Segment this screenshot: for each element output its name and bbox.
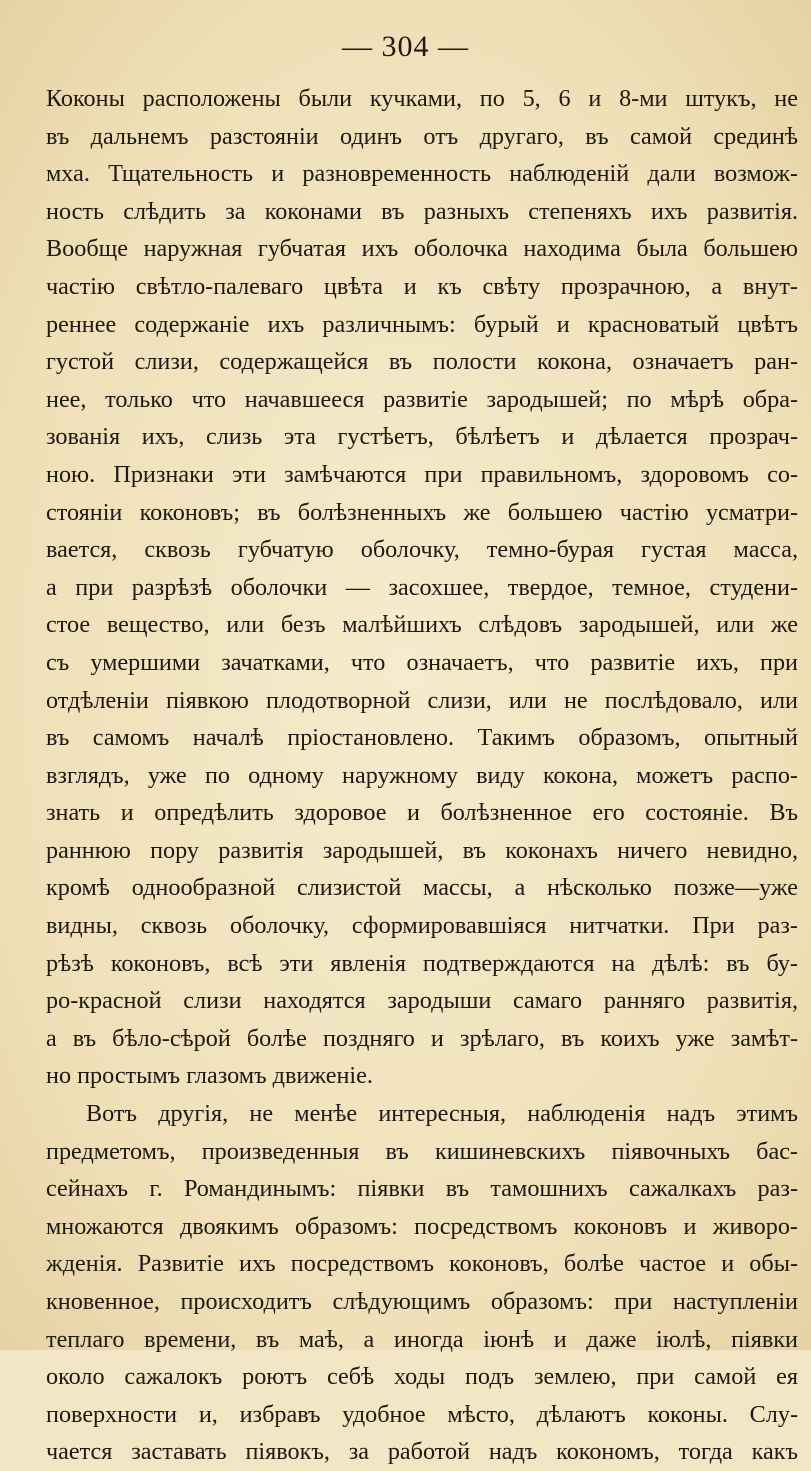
text-line: чается заставать піявокъ, за работой надъ кокономъ, тогда какъ: [46, 1438, 798, 1466]
text-line: кновенное, происходитъ слѣдующимъ образомъ: при наступленіи: [46, 1288, 798, 1315]
text-line: а въ бѣло-сѣрой болѣе поздняго и зрѣлаго, въ коихъ уже замѣт-: [46, 1024, 798, 1052]
text-line: вается, сквозь губчатую оболочку, темно-бурая густая масса,: [46, 536, 798, 564]
text-line: множаются двоякимъ образомъ: посредствомъ коконовъ и живоро-: [46, 1212, 798, 1240]
text-line: жденія. Развитіе ихъ посредствомъ коконовъ, болѣе частое и обы-: [46, 1250, 798, 1278]
text-line: нее, только что начавшееся развитіе зародышей; по мѣрѣ обра-: [46, 385, 798, 413]
text-line: знать и опредѣлить здоровое и болѣзненное его состояніе. Въ: [46, 799, 798, 827]
text-line: около сажалокъ роютъ себѣ ходы подъ землею, при самой ея: [46, 1363, 798, 1391]
text-line: поверхности и, избравъ удобное мѣсто, дѣлаютъ коконы. Слу-: [46, 1400, 798, 1428]
text-line: густой слизи, содержащейся въ полости кокона, означаетъ ран-: [46, 348, 798, 376]
text-line: Коконы расположены были кучками, по 5, 6 и 8-ми штукъ, не: [46, 85, 798, 112]
text-line: предметомъ, произведенныя въ кишиневскихъ піявочныхъ бас-: [46, 1137, 798, 1165]
body-text: [46, 80, 798, 1471]
text-line: а при разрѣзѣ оболочки — засохшее, твердое, темное, студени-: [46, 573, 798, 601]
text-line: мха. Тщательность и разновременность наблюденій дали возмож-: [46, 160, 798, 188]
text-line: зованія ихъ, слизь эта густѣетъ, бѣлѣетъ и дѣлается прозрач-: [46, 423, 798, 451]
text-line: въ самомъ началѣ пріостановлено. Такимъ образомъ, опытный: [46, 724, 798, 752]
text-line: отдѣленіи піявкою плодотворной слизи, или не послѣдовало, или: [46, 686, 798, 714]
text-line: стояніи коконовъ; въ болѣзненныхъ же большею частію усматри-: [46, 498, 798, 526]
text-line: раннюю пору развитія зародышей, въ коконахъ ничего невидно,: [46, 836, 798, 864]
text-line: теплаго времени, въ маѣ, а иногда іюнѣ и даже іюлѣ, піявки: [46, 1325, 798, 1353]
text-line: рѣзѣ коконовъ, всѣ эти явленія подтверждаются на дѣлѣ: въ бу-: [46, 949, 798, 977]
text-line: Вообще наружная губчатая ихъ оболочка находима была большею: [46, 235, 798, 263]
text-line: въ дальнемъ разстояніи одинъ отъ другаго, въ самой срединѣ: [46, 122, 798, 150]
text-line: стое вещество, или безъ малѣйшихъ слѣдовъ зародышей, или же: [46, 611, 798, 639]
text-line: съ умершими зачатками, что означаетъ, что развитіе ихъ, при: [46, 648, 798, 676]
text-line: ность слѣдить за коконами въ разныхъ степеняхъ ихъ развитія.: [46, 197, 798, 225]
text-line: реннее содержаніе ихъ различнымъ: бурый и красноватый цвѣтъ: [46, 310, 798, 338]
text-line: взглядъ, уже по одному наружному виду кокона, можетъ распо-: [46, 761, 798, 789]
text-line: Вотъ другія, не менѣе интересныя, наблюденія надъ этимъ: [86, 1100, 798, 1128]
text-line: кромѣ однообразной слизистой массы, а нѣсколько позже—уже: [46, 874, 798, 902]
text-line: ро-красной слизи находятся зародыши самаго ранняго развитія,: [46, 987, 798, 1015]
page-number: — 304 —: [342, 30, 469, 63]
text-line: но простымъ глазомъ движеніе.: [46, 1062, 373, 1090]
text-line: частію свѣтло-палеваго цвѣта и къ свѣту прозрачною, а внут-: [46, 272, 798, 300]
text-line: сейнахъ г. Романдинымъ: піявки въ тамошнихъ сажалкахъ раз-: [46, 1175, 798, 1203]
text-line: видны, сквозь оболочку, сформировавшіяся нитчатки. При раз-: [46, 912, 798, 940]
text-line: ною. Признаки эти замѣчаются при правильномъ, здоровомъ со-: [46, 460, 798, 488]
